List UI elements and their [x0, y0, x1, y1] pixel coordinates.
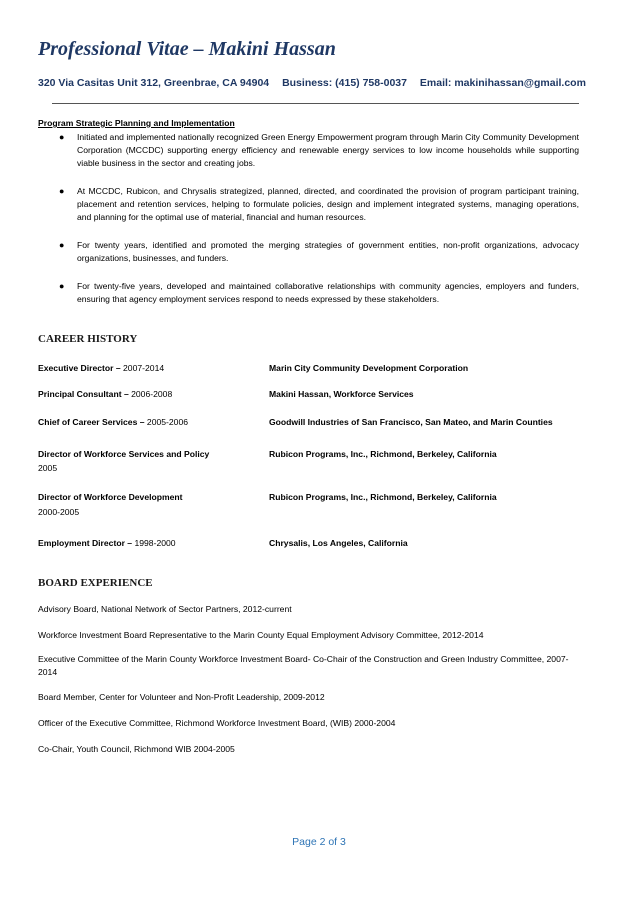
career-entry: [38, 387, 414, 401]
board-item: Board Member, Center for Volunteer and Non-Profit Leadership, 2009-2012: [38, 692, 325, 702]
board-experience-heading: BOARD EXPERIENCE: [38, 577, 153, 589]
contact-line: [38, 77, 586, 89]
bullet-icon: ●: [59, 281, 65, 291]
header-divider: [52, 103, 579, 104]
job-years: 1998-2000: [132, 538, 176, 548]
program-heading: Program Strategic Planning and Implementation: [38, 118, 235, 128]
bullet-item: ● At MCCDC, Rubicon, and Chrysalis strategized, planned, directed, and coordinated the provision of program participant training, placement and retention services, helping to formulate policies, design and implement integrated systems, managing operations, and planning for the optimal use of material, financial and human resources.: [59, 186, 579, 222]
job-role: Chief of Career Services –: [38, 417, 145, 427]
program-bullet-list: [38, 131, 579, 321]
job-organization: Rubicon Programs, Inc., Richmond, Berkeley, California: [269, 449, 497, 459]
bullet-icon: ●: [59, 186, 65, 196]
board-item: Executive Committee of the Marin County Workforce Investment Board- Co-Chair of the Construction and Green Industry Committee, 2007-2014: [38, 654, 569, 677]
board-item: Advisory Board, National Network of Sector Partners, 2012-current: [38, 604, 292, 614]
job-years: 2006-2008: [128, 389, 173, 399]
bullet-icon: ●: [59, 240, 65, 250]
job-role: Director of Workforce Development: [38, 492, 183, 502]
career-entry: [38, 415, 553, 429]
job-years: 2000-2005: [38, 507, 80, 517]
job-years: 2005-2006: [144, 417, 189, 427]
job-organization: Makini Hassan, Workforce Services: [269, 389, 414, 399]
job-organization: Chrysalis, Los Angeles, California: [269, 538, 408, 548]
bullet-icon: ●: [59, 132, 65, 142]
job-organization: Rubicon Programs, Inc., Richmond, Berkeley, California: [269, 492, 497, 502]
career-entry: [38, 490, 497, 519]
career-entry: [38, 536, 408, 550]
job-role: Executive Director –: [38, 363, 121, 373]
bullet-item: ● Initiated and implemented nationally recognized Green Energy Empowerment program through Marin City Community Development Corporation (MCCDC) supporting energy efficiency and renewable energy services to low income households while supporting viable business in the sector and creating jobs.: [59, 132, 579, 168]
board-item: Workforce Investment Board Representative to the Marin County Equal Employment Advisory Committee, 2012-2014: [38, 630, 484, 640]
job-years: 2005: [38, 463, 58, 473]
document-title: Professional Vitae – Makini Hassan: [38, 38, 336, 60]
email-text: Email: makinihassan@gmail.com: [419, 77, 586, 89]
bullet-item: ● For twenty years, identified and promoted the merging strategies of government entities, non-profit organizations, advocacy organizations, businesses, and funders.: [59, 240, 579, 263]
board-item: Co-Chair, Youth Council, Richmond WIB 2004-2005: [38, 744, 235, 754]
job-organization: Goodwill Industries of San Francisco, San Mateo, and Marin Counties: [269, 417, 553, 427]
board-item: Officer of the Executive Committee, Richmond Workforce Investment Board, (WIB) 2000-2004: [38, 718, 396, 728]
career-entry: [38, 361, 469, 375]
career-history-heading: CAREER HISTORY: [38, 333, 138, 345]
page-number: Page 2 of 3: [292, 836, 346, 848]
job-organization: Marin City Community Development Corporation: [269, 363, 469, 373]
job-role: Director of Workforce Services and Policy: [38, 449, 210, 459]
bullet-item: ● For twenty-five years, developed and maintained collaborative relationships with community agencies, employers and funders, ensuring that agency employment services respond to needs expressed by these stakeholders.: [59, 281, 579, 304]
job-years: 2007-2014: [120, 363, 165, 373]
address-text: 320 Via Casitas Unit 312, Greenbrae, CA 94904: [38, 77, 270, 89]
business-phone: Business: (415) 758-0037: [282, 77, 407, 89]
career-entry: [38, 447, 497, 475]
job-role: Principal Consultant –: [38, 389, 129, 399]
job-role: Employment Director –: [38, 538, 133, 548]
